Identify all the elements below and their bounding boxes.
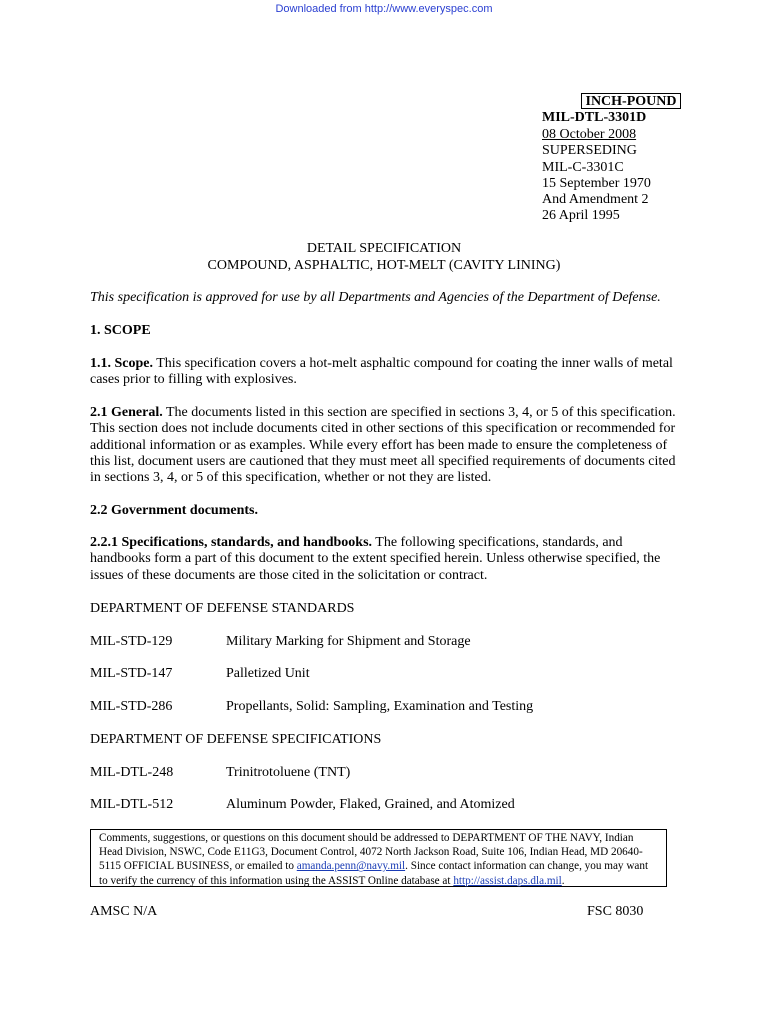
spec-type-title: DETAIL SPECIFICATION xyxy=(306,241,462,256)
notice-text: . Since contact information can change, you may want to verify the currency of this information using the ASSIST Online database at xyxy=(99,860,649,887)
standard-title: Palletized Unit xyxy=(226,666,310,681)
specification-id: MIL-DTL-248 xyxy=(90,765,174,780)
scope-text: This specification covers a hot-melt asphaltic compound for coating the inner walls of metal cases prior to filling with explosives. xyxy=(90,356,673,388)
standard-id: MIL-STD-129 xyxy=(90,634,173,649)
general-text: The documents listed in this section are specified in sections 3, 4, or 5 of this specification. This section does not include documents cited in other sections of this specification or recommended for additional information or as examples. While every effort has been made to ensure the completeness of this list, document users are cautioned that they must meet all specified requirements of documents cited in sections 3, 4, or 5 of this specification, whether or not they are listed. xyxy=(90,405,676,486)
document-date: 08 October 2008 xyxy=(542,127,637,142)
specifications-text: The following specifications, standards, and handbooks form a part of this document to the extent specified herein. Unless otherwise specified, the issues of these documents are those cited in the solicitation or contract. xyxy=(90,535,661,583)
superseded-number: MIL-C-3301C xyxy=(542,160,624,175)
amendment-date: 26 April 1995 xyxy=(542,208,620,223)
download-watermark: Downloaded from http://www.everyspec.com xyxy=(275,3,493,15)
superseded-date: 15 September 1970 xyxy=(542,176,651,191)
specifications-heading: DEPARTMENT OF DEFENSE SPECIFICATIONS xyxy=(90,732,382,747)
amsc-code: AMSC N/A xyxy=(90,904,158,919)
specification-title: Aluminum Powder, Flaked, Grained, and Atomized xyxy=(226,797,515,812)
fsc-code: FSC 8030 xyxy=(587,904,644,919)
scope-paragraph xyxy=(90,356,680,389)
superseding-label: SUPERSEDING xyxy=(542,143,637,158)
specification-id: MIL-DTL-512 xyxy=(90,797,174,812)
specifications-label: 2.2.1 Specifications, standards, and handbooks. xyxy=(90,535,373,550)
standard-id: MIL-STD-147 xyxy=(90,666,173,681)
standard-title: Propellants, Solid: Sampling, Examination and Testing xyxy=(226,699,534,714)
standard-title: Military Marking for Shipment and Storage xyxy=(226,634,471,649)
scope-label: 1.1. Scope. xyxy=(90,356,153,371)
contact-email-link[interactable]: amanda.penn@navy.mil xyxy=(296,860,406,873)
spec-subject-title: COMPOUND, ASPHALTIC, HOT-MELT (CAVITY LINING) xyxy=(207,258,561,273)
general-label: 2.1 General. xyxy=(90,405,163,420)
government-documents-heading: 2.2 Government documents. xyxy=(90,503,258,518)
specification-title: Trinitrotoluene (TNT) xyxy=(226,765,351,780)
approval-statement: This specification is approved for use by all Departments and Agencies of the Department of Defense. xyxy=(90,290,661,305)
specifications-paragraph xyxy=(90,535,675,584)
comments-notice-box xyxy=(90,829,667,887)
inch-pound-label: INCH-POUND xyxy=(581,93,681,109)
amendment: And Amendment 2 xyxy=(542,192,649,207)
general-paragraph xyxy=(90,405,680,486)
document-number: MIL-DTL-3301D xyxy=(542,110,647,125)
standard-id: MIL-STD-286 xyxy=(90,699,173,714)
assist-database-link[interactable]: http://assist.daps.dla.mil xyxy=(453,874,562,887)
scope-heading: 1. SCOPE xyxy=(90,323,151,338)
notice-text: Comments, suggestions, or questions on this document should be addressed to DEPARTMENT OF THE NAVY, Indian Head Division, NSWC, Code E11G3, Document Control, 4072 North Jackson Road, Suite 106, Indian Head, MD 20640-5115 OFFICIAL BUSINESS, or emailed to xyxy=(99,832,643,873)
standards-heading: DEPARTMENT OF DEFENSE STANDARDS xyxy=(90,601,355,616)
notice-text: . xyxy=(561,874,565,887)
